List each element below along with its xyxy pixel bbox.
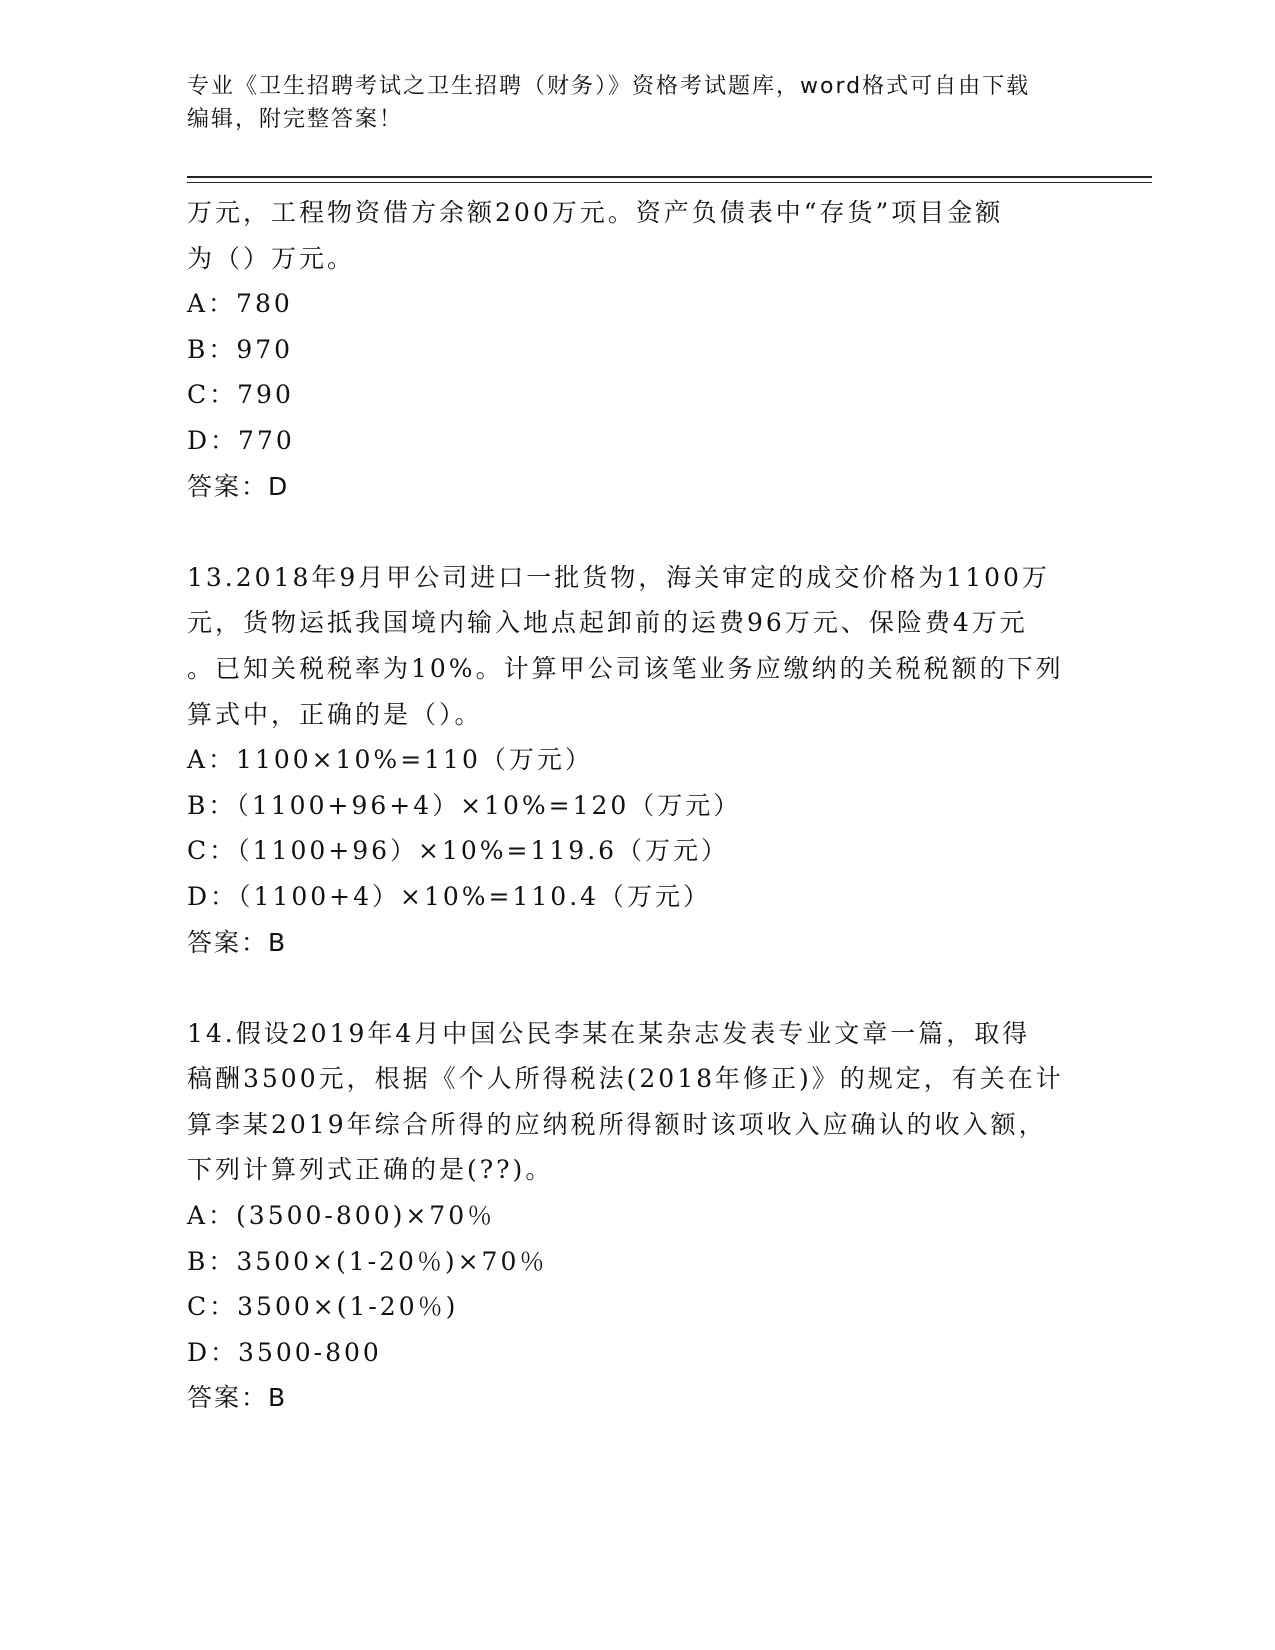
question-text-line: 元，货物运抵我国境内输入地点起卸前的运费96万元、保险费4万元 [187, 608, 1028, 638]
header-divider-thin [187, 182, 1152, 183]
option-a: A：(3500-800)×70％ [187, 1201, 496, 1231]
question-text-line: 下列计算列式正确的是(??)。 [187, 1155, 554, 1185]
question-text-line: 算式中，正确的是（）。 [187, 699, 483, 729]
option-d: D：770 [187, 425, 295, 455]
answer-line: 答案：B [187, 927, 288, 957]
question-text-line: 稿酬3500元，根据《个人所得税法(2018年修正)》的规定，有关在计 [187, 1064, 1064, 1094]
question-13 [187, 555, 1087, 965]
spacer [187, 965, 1087, 1011]
document-header [187, 70, 1087, 136]
question-text-line: 算李某2019年综合所得的应纳税所得额时该项收入应确认的收入额， [187, 1109, 1047, 1139]
question-content [187, 190, 1087, 1421]
question-12 [187, 190, 1087, 509]
option-c: C：（1100+96）×10%=119.6（万元） [187, 836, 730, 866]
header-line-2: 编辑，附完整答案！ [187, 107, 404, 132]
question-text-line: 为（）万元。 [187, 243, 356, 273]
answer-line: 答案：B [187, 1383, 288, 1413]
spacer [187, 509, 1087, 555]
question-text-line: 14.假设2019年4月中国公民李某在某杂志发表专业文章一篇，取得 [187, 1018, 1031, 1048]
option-b: B：970 [187, 334, 294, 364]
option-c: C：790 [187, 380, 294, 410]
question-text-line: 13.2018年9月甲公司进口一批货物，海关审定的成交价格为1100万 [187, 562, 1050, 592]
option-d: D：3500-800 [187, 1337, 382, 1367]
option-c: C：3500×(1-20％) [187, 1292, 459, 1322]
option-b: B：（1100+96+4）×10%=120（万元） [187, 790, 742, 820]
option-a: A：1100×10%=110（万元） [187, 745, 593, 775]
option-a: A：780 [187, 289, 293, 319]
question-text-line: 。已知关税税率为10%。计算甲公司该笔业务应缴纳的关税税额的下列 [187, 653, 1064, 683]
answer-line: 答案：D [187, 471, 290, 501]
question-14 [187, 1011, 1087, 1421]
question-text-line: 万元，工程物资借方余额200万元。资产负债表中“存货”项目金额 [187, 198, 1004, 227]
option-d: D：（1100+4）×10%=110.4（万元） [187, 881, 712, 911]
header-divider-thick [187, 176, 1152, 178]
header-line-1: 专业《卫生招聘考试之卫生招聘（财务）》资格考试题库，word格式可自由下载 [187, 74, 1031, 99]
option-b: B：3500×(1-20％)×70％ [187, 1246, 548, 1276]
